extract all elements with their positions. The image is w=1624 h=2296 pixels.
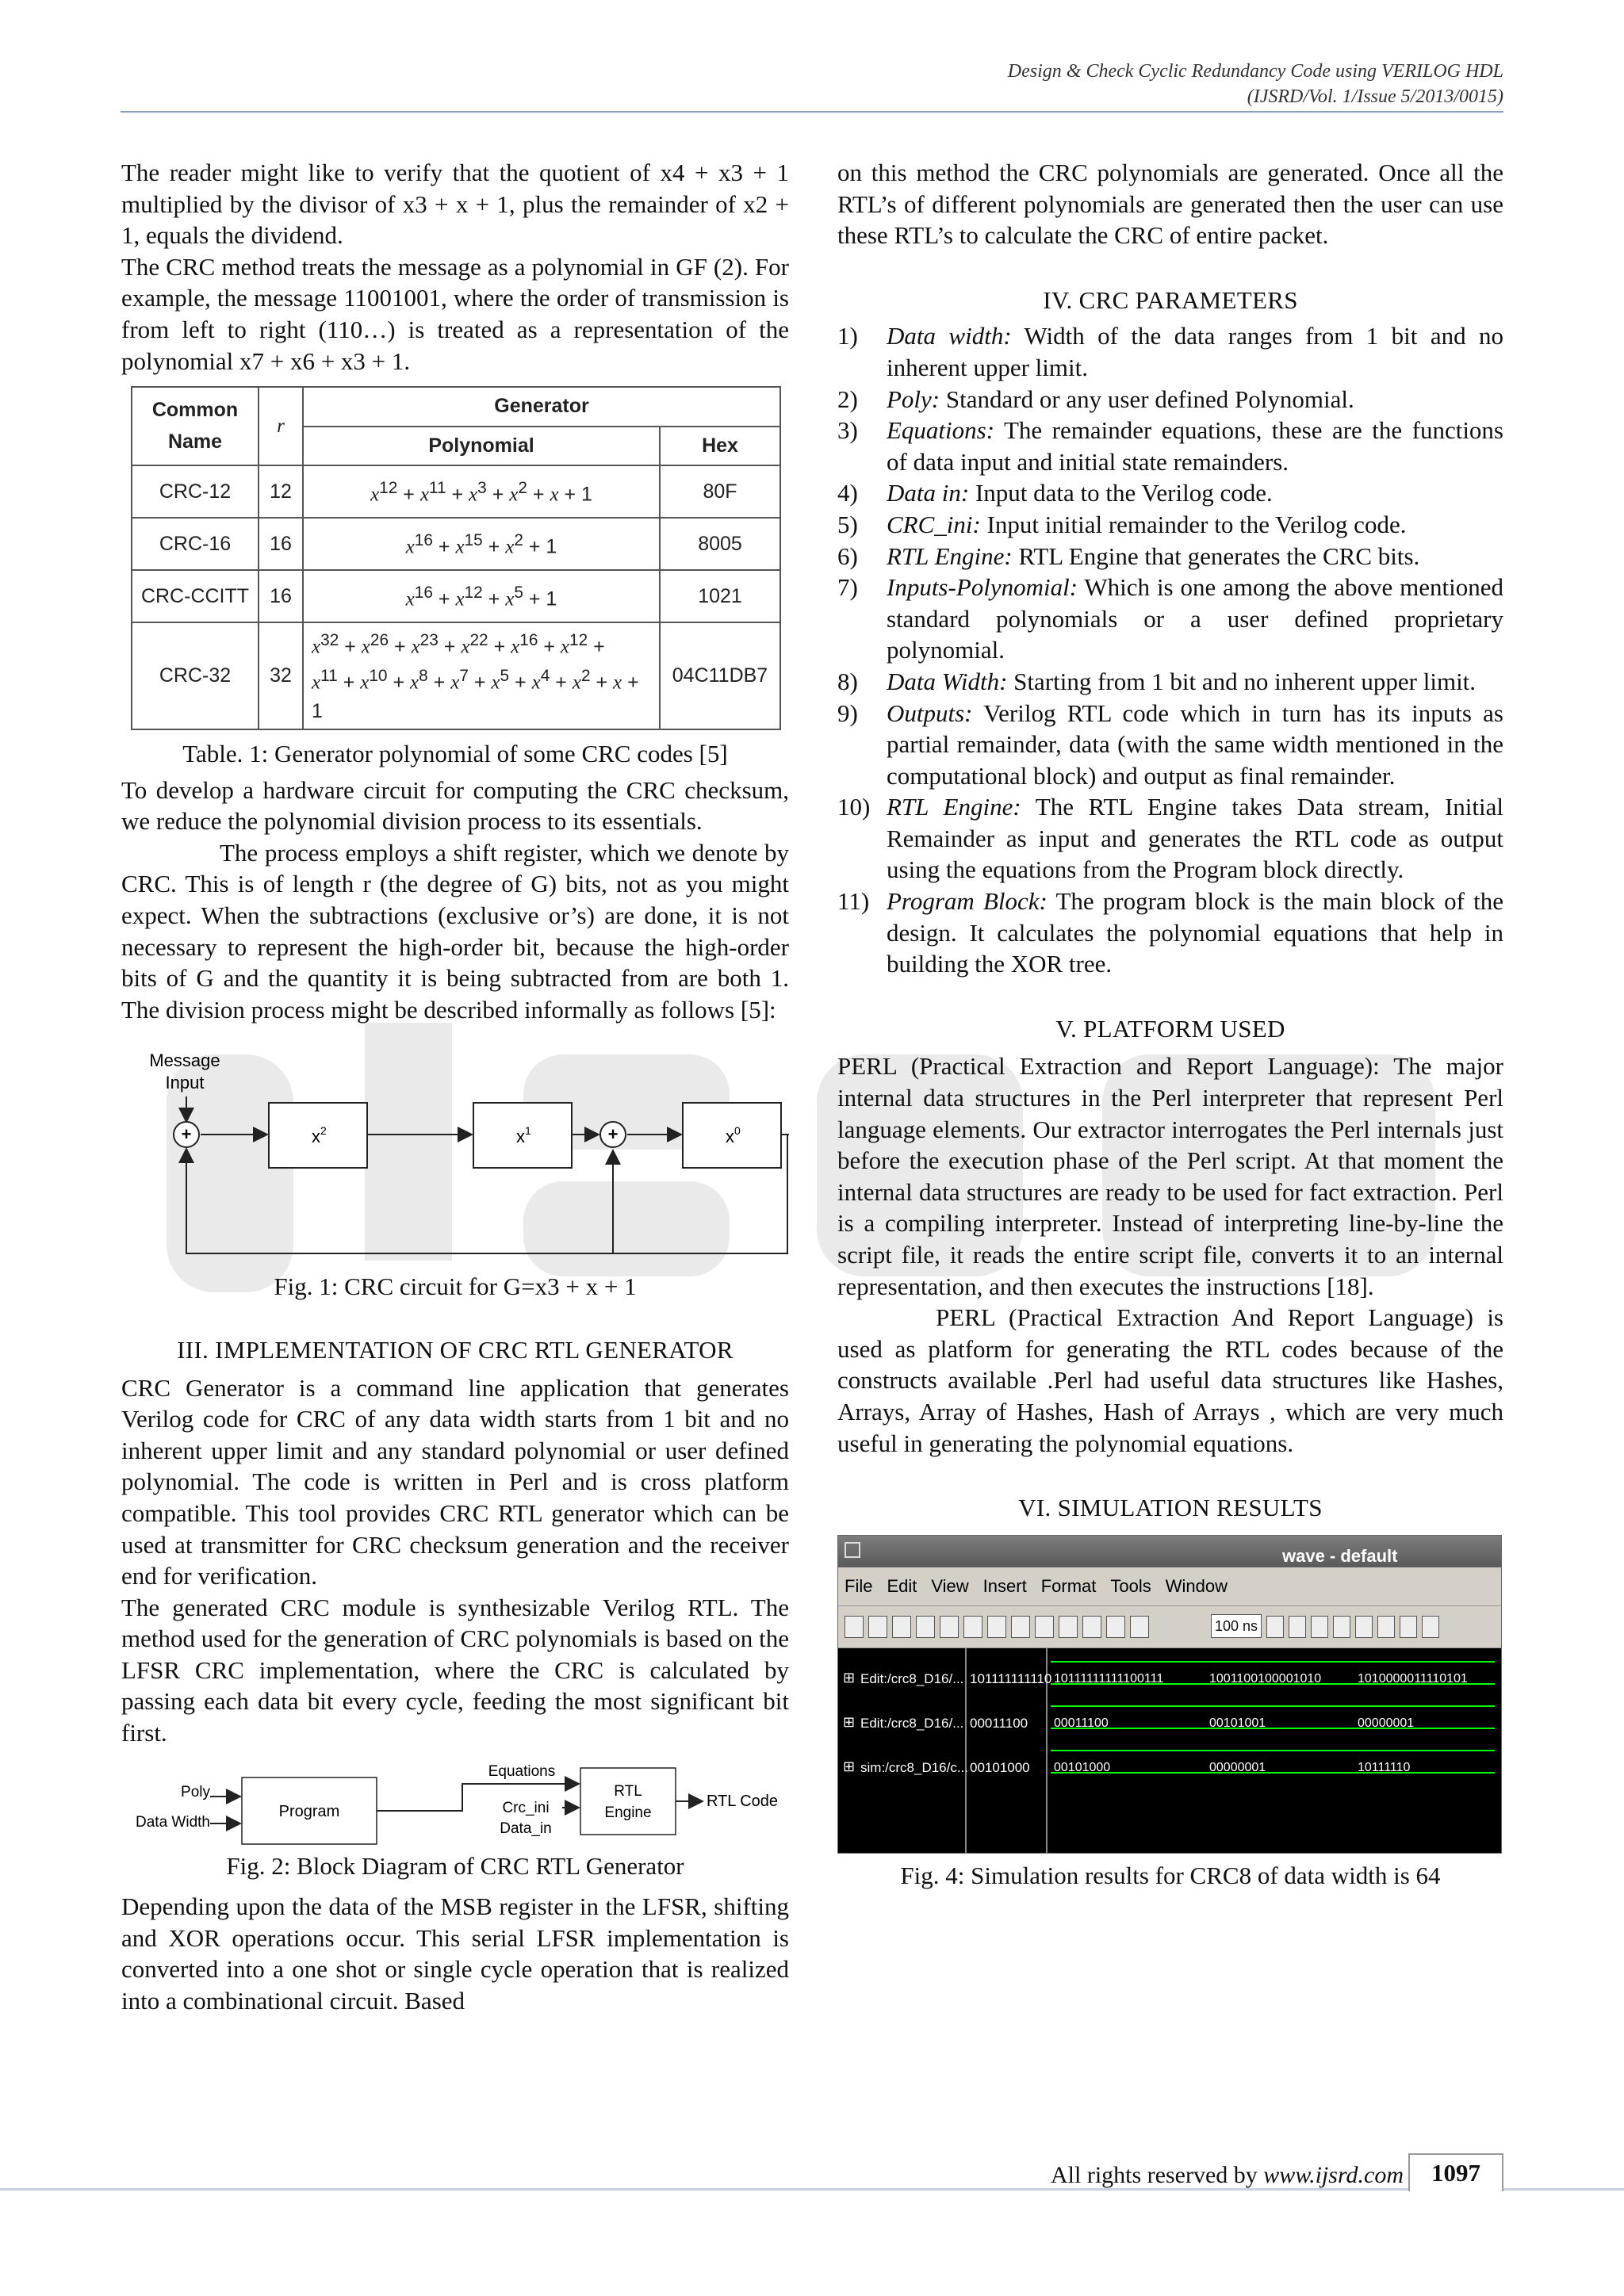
- zoom-out-icon[interactable]: [1377, 1616, 1395, 1638]
- fig1-reg-x0-label: $x^0$: [726, 1124, 741, 1147]
- section-iii-heading: III. IMPLEMENTATION OF CRC RTL GENERATOR: [177, 1335, 733, 1364]
- cut-icon[interactable]: [940, 1616, 959, 1638]
- wave-row: [838, 1656, 1501, 1688]
- stop-icon[interactable]: [1311, 1616, 1328, 1638]
- cell-polynomial: $x^{32} + x^{26} + x^{23} + x^{22} + x^{16} + x^{12}$ + $x^{11} + x^{10} + x^8 + x^7 + x^5 + x^4 + x^2 + x + 1$: [303, 622, 660, 729]
- footer-rights: All rights reserved by www.ijsrd.com: [1051, 2162, 1404, 2188]
- step-icon[interactable]: [1106, 1616, 1125, 1638]
- running-title: Design & Check Cyclic Redundancy Code using VERILOG HDL: [1007, 61, 1503, 82]
- cell-hex: 80F: [660, 465, 780, 518]
- segment-value: 00000001: [1358, 1716, 1415, 1730]
- th-r: r: [259, 387, 303, 465]
- wave-titlebar: [838, 1536, 1501, 1567]
- para-crc-method: The CRC method treats the message as a polynomial in GF (2). For example, the message 11001001, where the order of transmission is from left to right (110…) is treated as a representation of the polynomial x7 + x6 + x3 + 1.: [121, 252, 789, 375]
- generator-polynomial-table: [131, 386, 781, 730]
- para-perl: PERL (Practical Extraction and Report Language): The major internal data structures in the Perl interpreter that represent Perl language elements. Our extractor interrogates the Perl internals just before the execution phase of the Perl script. At that moment the internal data structures are ready to be used for fact extraction. Perl is a compiling interpreter. Instead of interpreting line-by-line the script file, it reads the entire script file, converts it to an internal representation, and then executes the instructions [18].: [837, 1052, 1503, 1300]
- restart-icon[interactable]: [1333, 1616, 1350, 1638]
- list-item: 7) Inputs-Polynomial: Which is one among the above mentioned standard polynomials or a user defined proprietary polynomial.: [837, 573, 1503, 664]
- header-rule: [121, 111, 1503, 113]
- paste-icon[interactable]: [987, 1616, 1006, 1638]
- left-column: [121, 157, 789, 2017]
- table-caption: Table. 1: Generator polynomial of some CRC codes [5]: [182, 740, 728, 767]
- para-perl-platform: PERL (Practical Extraction And Report Language) is used as platform for generating the RTL codes because of the constructs available .Perl had useful data structures like Hashes, Arrays, Array of Hashes, Hash of Arrays , which are very much useful in generating the polynomial equations.: [837, 1303, 1503, 1457]
- cell-hex: 1021: [660, 570, 780, 622]
- para-develop: To develop a hardware circuit for computing the CRC checksum, we reduce the polynomial division process to its essentials.: [121, 775, 789, 836]
- segment-value: 00101001: [1209, 1716, 1266, 1730]
- menu-tools[interactable]: Tools: [1110, 1575, 1151, 1596]
- list-item: 10) RTL Engine: The RTL Engine takes Data stream, Initial Remainder as input and generates the RTL code as output using the equations from the Program block directly.: [837, 793, 1503, 884]
- para-crc-polynomials: on this method the CRC polynomials are generated. Once all the RTL’s of different polynomials are generated then the user can use these RTL’s to calculate the CRC of entire packet.: [837, 159, 1503, 250]
- cell-name: CRC-12: [132, 465, 259, 518]
- menu-edit[interactable]: Edit: [887, 1575, 917, 1596]
- segment-value: 00101000: [1054, 1760, 1111, 1774]
- expand-icon[interactable]: ⊞: [843, 1758, 856, 1774]
- section-vi-heading: VI. SIMULATION RESULTS: [1018, 1494, 1323, 1522]
- right-column: [837, 157, 1503, 1891]
- signal-value: 00101000: [970, 1759, 1030, 1775]
- th-generator: Generator: [303, 387, 780, 427]
- cell-r: 16: [259, 570, 303, 622]
- fig1-input-label: Input: [165, 1073, 205, 1093]
- zoom-icon[interactable]: [1059, 1616, 1078, 1638]
- fig1-caption: Fig. 1: CRC circuit for G=x3 + x + 1: [274, 1272, 637, 1301]
- cell-hex: 8005: [660, 518, 780, 570]
- fig2-crcini-label: Crc_ini: [502, 1799, 550, 1816]
- segment-value: 00000001: [1209, 1760, 1266, 1774]
- fig2-data-width-label: Data Width: [136, 1813, 210, 1831]
- fig2-caption: Fig. 2: Block Diagram of CRC RTL Generator: [226, 1851, 684, 1880]
- window-menu-icon[interactable]: [845, 1542, 860, 1558]
- run-length-input[interactable]: 100 ns: [1211, 1614, 1262, 1638]
- zoom-in-icon[interactable]: [1355, 1616, 1373, 1638]
- break-icon[interactable]: [1130, 1616, 1149, 1638]
- table-row: [132, 518, 780, 570]
- waveform-trace: [1051, 1750, 1495, 1774]
- fig2-block-diagram: [121, 1760, 789, 1847]
- wave-pane: [838, 1648, 1501, 1853]
- signal-value: 101111111110: [970, 1670, 1052, 1686]
- signal-name[interactable]: sim:/crc8_D16/c...: [860, 1759, 969, 1775]
- list-item: 1) Data width: Width of the data ranges from 1 bit and no inherent upper limit.: [837, 322, 1503, 381]
- waveform-trace: [1051, 1705, 1495, 1729]
- th-common-name: Common Name: [132, 387, 259, 465]
- menu-window[interactable]: Window: [1165, 1575, 1228, 1596]
- cell-r: 16: [259, 518, 303, 570]
- continue-icon[interactable]: [1289, 1616, 1306, 1638]
- wave-menubar: [838, 1567, 1501, 1605]
- expand-icon[interactable]: ⊞: [843, 1669, 856, 1686]
- list-item: 11) Program Block: The program block is the main block of the design. It calculates the polynomial equations that help in building the XOR tree.: [837, 887, 1503, 978]
- cell-name: CRC-16: [132, 518, 259, 570]
- segment-value: 1010000011110101: [1358, 1671, 1468, 1686]
- list-item: 2) Poly: Standard or any user defined Polynomial.: [837, 385, 1354, 413]
- fig1-reg-x2-label: $x^2$: [312, 1124, 327, 1147]
- para-shift-register: The process employs a shift register, which we denote by CRC. This is of length r (the degree of G) bits, not as you might expect. When the subtractions (exclusive or’s) are done, it is not necessary to represent the high-order bit, because the high-order bits of G and the quantity it is being subtracted from are both 1. The division process might be described informally as follows [5]:: [121, 838, 789, 1024]
- fig1-plus-2: +: [607, 1124, 619, 1145]
- toolbar-buttons-right: [1266, 1616, 1439, 1638]
- run-all-icon[interactable]: [1266, 1616, 1284, 1638]
- fig2-engine-label: Engine: [604, 1804, 652, 1821]
- th-polynomial: Polynomial: [303, 427, 660, 466]
- open-icon[interactable]: [868, 1616, 887, 1638]
- cell-r: 12: [259, 465, 303, 518]
- wave-row: [838, 1745, 1501, 1777]
- fig4-caption: Fig. 4: Simulation results for CRC8 of data width is 64: [900, 1861, 1441, 1889]
- undo-icon[interactable]: [1011, 1616, 1030, 1638]
- wave-window: [837, 1535, 1502, 1854]
- signal-name[interactable]: Edit:/crc8_D16/...: [860, 1715, 964, 1731]
- cell-polynomial: $x^{16} + x^{15} + x^2 + 1$: [303, 518, 660, 570]
- page-number: 1097: [1408, 2153, 1503, 2191]
- segment-value: 00011100: [1054, 1716, 1109, 1730]
- segment-value: 1001100100001010: [1209, 1671, 1322, 1686]
- list-item: 3) Equations: The remainder equations, these are the functions of data input and initial state remainders.: [837, 416, 1503, 476]
- wave-title: wave - default: [1282, 1545, 1398, 1566]
- crc-parameters-list: [837, 320, 1503, 979]
- generator-table-wrap: [131, 386, 789, 730]
- list-item: 6) RTL Engine: RTL Engine that generates the CRC bits.: [837, 541, 1420, 570]
- menu-insert[interactable]: Insert: [982, 1575, 1027, 1596]
- fig2-rtl-code-label: RTL Code: [707, 1792, 779, 1810]
- expand-icon[interactable]: ⊞: [843, 1713, 856, 1730]
- cell-name: CRC-CCITT: [132, 570, 259, 622]
- list-item: 4) Data in: Input data to the Verilog code.: [837, 479, 1273, 507]
- list-item: 5) CRC_ini: Input initial remainder to the Verilog code.: [837, 510, 1407, 538]
- para-synthesizable: The generated CRC module is synthesizable Verilog RTL. The method used for the generation of CRC polynomials is based on the LFSR CRC implementation, where the CRC is calculated by passing each data bit every cycle, feeding the most significant bit first.: [121, 1593, 789, 1747]
- th-hex: Hex: [660, 427, 780, 466]
- list-item: 8) Data Width: Starting from 1 bit and no inherent upper limit.: [837, 667, 1477, 695]
- fig1-message-label: Message: [149, 1050, 220, 1071]
- fig2-equations-label: Equations: [488, 1762, 556, 1780]
- cell-polynomial: $x^{12} + x^{11} + x^3 + x^2 + x + 1$: [303, 465, 660, 518]
- fig2-poly-label: Poly: [181, 1783, 210, 1800]
- journal-reference: (IJSRD/Vol. 1/Issue 5/2013/0015): [1247, 86, 1503, 107]
- signal-value: 00011100: [970, 1715, 1028, 1731]
- section-v-heading: V. PLATFORM USED: [1055, 1014, 1285, 1043]
- save-icon[interactable]: [892, 1616, 911, 1638]
- toolbar-buttons-left: [845, 1616, 1149, 1638]
- menu-file[interactable]: File: [845, 1575, 873, 1596]
- menu-view[interactable]: View: [931, 1575, 969, 1596]
- para-msb-register: Depending upon the data of the MSB register in the LFSR, shifting and XOR operations occur. This serial LFSR implementation is converted into a one shot or single cycle operation that is realized into a combinational circuit. Based: [121, 1892, 789, 2015]
- signal-name[interactable]: Edit:/crc8_D16/...: [860, 1670, 964, 1686]
- cell-name: CRC-32: [132, 622, 259, 729]
- section-iv-heading: IV. CRC PARAMETERS: [1043, 285, 1298, 314]
- fig2-rtl-engine-block: [580, 1768, 676, 1835]
- new-icon[interactable]: [845, 1616, 864, 1638]
- menu-format[interactable]: Format: [1040, 1575, 1097, 1596]
- fig1-reg-x1-label: $x^1$: [516, 1124, 531, 1147]
- table-row: [132, 622, 780, 729]
- run-icon[interactable]: [1082, 1616, 1101, 1638]
- para-quotient: The reader might like to verify that the quotient of x4 + x3 + 1 multiplied by the divisor of x3 + x + 1, plus the remainder of x2 + 1, equals the dividend.: [121, 159, 789, 250]
- cell-hex: 04C11DB7: [660, 622, 780, 729]
- table-row: [132, 570, 780, 622]
- cursor-icon[interactable]: [1422, 1616, 1439, 1638]
- copy-icon[interactable]: [963, 1616, 982, 1638]
- zoom-full-icon[interactable]: [1400, 1616, 1417, 1638]
- fig1-crc-circuit: [121, 1030, 789, 1260]
- fig2-rtl-label: RTL: [614, 1782, 642, 1800]
- segment-value: 10111111111100111: [1054, 1671, 1164, 1686]
- wave-toolbar: [838, 1605, 1501, 1648]
- para-crc-generator: CRC Generator is a command line application that generates Verilog code for CRC of any data width starts from 1 bit and no inherent upper limit and any standard polynomial or user defined polynomial. The code is written in Perl and is cross platform compatible. This tool provides CRC RTL generator which can be used at transmitter for CRC checksum generation and the receiver end for verification.: [121, 1373, 789, 1590]
- fig1-plus-1: +: [181, 1124, 192, 1145]
- segment-value: 10111110: [1358, 1760, 1411, 1774]
- cell-r: 32: [259, 622, 303, 729]
- fig2-program-label: Program: [278, 1802, 340, 1820]
- table-row: [132, 465, 780, 518]
- find-icon[interactable]: [1035, 1616, 1054, 1638]
- cell-polynomial: $x^{16} + x^{12} + x^5 + 1$: [303, 570, 660, 622]
- footer-site-link[interactable]: www.ijsrd.com: [1263, 2162, 1404, 2188]
- list-item: 9) Outputs: Verilog RTL code which in turn has its inputs as partial remainder, data (with the same width mentioned in the computational block) and output as final remainder.: [837, 698, 1503, 790]
- print-icon[interactable]: [916, 1616, 935, 1638]
- wave-row: [838, 1701, 1501, 1732]
- fig2-datain-label: Data_in: [500, 1820, 552, 1837]
